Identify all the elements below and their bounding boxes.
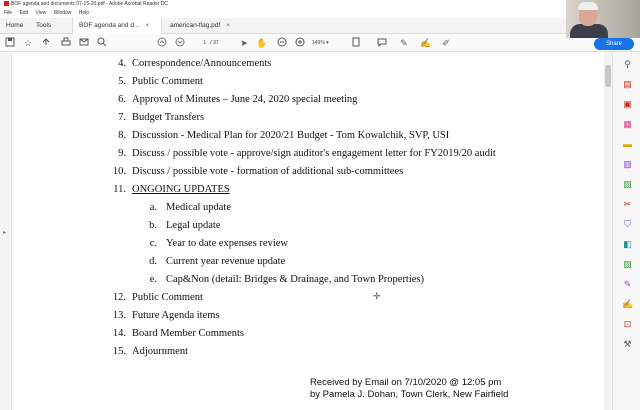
comment-icon[interactable] bbox=[376, 37, 388, 49]
agenda-item-text: Adjournment bbox=[132, 346, 188, 357]
agenda-item-number: 13. bbox=[112, 310, 126, 321]
upload-icon[interactable] bbox=[40, 37, 52, 49]
organize-pages-icon[interactable]: ▧ bbox=[623, 179, 632, 189]
agenda-item-text: Correspondence/Announcements bbox=[132, 58, 272, 69]
agenda-item-number: 11. bbox=[113, 184, 126, 195]
zoom-in-icon[interactable] bbox=[294, 37, 306, 49]
webcam-person-body bbox=[570, 24, 608, 38]
agenda-item-number: 5. bbox=[118, 76, 126, 87]
agenda-subitem-text: Current year revenue update bbox=[166, 256, 286, 267]
agenda-item-text: Public Comment bbox=[132, 76, 203, 87]
agenda-item-text: Discuss / possible vote - approve/sign auditor's engagement letter for FY2019/20 audit bbox=[132, 148, 496, 159]
tab-tools[interactable]: Tools bbox=[36, 22, 52, 29]
measure-icon[interactable]: ⊡ bbox=[623, 319, 632, 329]
menu-edit[interactable]: Edit bbox=[19, 10, 29, 16]
agenda-item-number: 7. bbox=[118, 112, 126, 123]
agenda-item-text: Discuss / possible vote - formation of additional sub-committees bbox=[132, 166, 404, 177]
select-arrow-icon[interactable]: ➤ bbox=[240, 38, 248, 48]
agenda-section-heading: ONGOING UPDATES bbox=[132, 184, 230, 195]
fill-sign-icon[interactable]: ✎ bbox=[623, 279, 632, 289]
agenda-subitem-letter: e. bbox=[149, 274, 157, 285]
scrollbar-thumb[interactable] bbox=[605, 65, 611, 87]
zoom-level-select[interactable]: 149% ▾ bbox=[312, 40, 329, 46]
fit-page-icon[interactable] bbox=[350, 37, 362, 49]
agenda-subitem-text: Legal update bbox=[166, 220, 221, 231]
document-view[interactable] bbox=[12, 53, 604, 410]
received-line-2: by Pamela J. Dohan, Town Clerk, New Fairfield bbox=[310, 389, 509, 400]
received-line-1: Received by Email on 7/10/2020 @ 12:05 pm bbox=[310, 377, 502, 388]
agenda-item-text: Discussion - Medical Plan for 2020/21 Budget - Tom Kowalchik, SVP, USI bbox=[132, 130, 450, 141]
bookmark-icon[interactable]: ☆ bbox=[23, 38, 33, 48]
page-total: / 37 bbox=[210, 40, 219, 46]
agenda-subitem-letter: d. bbox=[149, 256, 157, 267]
webcam-person-hair bbox=[578, 2, 598, 10]
hand-icon[interactable]: ✋ bbox=[256, 38, 268, 48]
agenda-item-number: 10. bbox=[112, 166, 126, 177]
mouse-cursor-icon: ✛ bbox=[373, 291, 381, 301]
menu-view[interactable]: View bbox=[35, 10, 47, 16]
page-number-box[interactable] bbox=[196, 38, 226, 48]
email-icon[interactable] bbox=[78, 37, 90, 49]
search-icon[interactable] bbox=[96, 37, 108, 49]
agenda-item-number: 12. bbox=[112, 292, 126, 303]
webcam-video bbox=[566, 0, 640, 38]
share-label: Share bbox=[605, 41, 622, 47]
search-icon[interactable]: ⚲ bbox=[624, 59, 631, 69]
agenda-subitem-text: Year to date expenses review bbox=[166, 238, 288, 249]
toolbar bbox=[0, 34, 640, 52]
agenda-item-text: Public Comment bbox=[132, 292, 203, 303]
share-button[interactable] bbox=[594, 38, 634, 50]
agenda-item-text: Future Agenda items bbox=[132, 310, 220, 321]
tab-document-bof-label: BOF agenda and d... bbox=[79, 22, 140, 29]
page-up-icon[interactable] bbox=[156, 37, 168, 49]
edit-pdf-icon[interactable]: ▦ bbox=[623, 119, 632, 129]
agenda-item-text: Board Member Comments bbox=[132, 328, 244, 339]
sign-icon[interactable]: ✍ bbox=[420, 38, 432, 48]
save-icon[interactable] bbox=[4, 37, 16, 49]
agenda-item-number: 6. bbox=[118, 94, 126, 105]
agenda-item-number: 15. bbox=[112, 346, 126, 357]
agenda-subitem-letter: b. bbox=[149, 220, 157, 231]
tab-document-bof[interactable] bbox=[72, 18, 162, 34]
agenda-item-number: 8. bbox=[118, 130, 126, 141]
tab-document-flag-label: american-flag.pdf bbox=[170, 22, 221, 29]
scan-ocr-icon[interactable]: ▨ bbox=[623, 259, 632, 269]
more-tools-icon[interactable]: ⚒ bbox=[623, 339, 632, 349]
window-title-bar bbox=[0, 0, 640, 9]
send-for-signature-icon[interactable]: ✍ bbox=[622, 299, 634, 309]
agenda-item-text: Budget Transfers bbox=[132, 112, 205, 123]
right-tools-panel bbox=[612, 53, 640, 410]
tab-home[interactable]: Home bbox=[6, 22, 24, 29]
close-tab-icon[interactable]: × bbox=[145, 22, 150, 29]
pen-icon[interactable]: ✎ bbox=[400, 38, 408, 48]
print-icon[interactable] bbox=[60, 37, 72, 49]
optimize-pdf-icon[interactable]: ◧ bbox=[623, 239, 632, 249]
agenda-item-text: Approval of Minutes – June 24, 2020 special meeting bbox=[132, 94, 358, 105]
window-title: BOF agenda and documents 07-15-20.pdf - Adobe Acrobat Reader DC bbox=[11, 1, 169, 7]
create-pdf-icon[interactable]: ▣ bbox=[623, 99, 632, 109]
agenda-subitem-letter: c. bbox=[149, 238, 157, 249]
comment-icon[interactable]: ▬ bbox=[623, 139, 632, 149]
acrobat-icon bbox=[4, 1, 9, 6]
left-panel-collapsed[interactable] bbox=[0, 53, 12, 410]
redact-icon[interactable]: ✂ bbox=[623, 199, 632, 209]
vertical-scrollbar[interactable] bbox=[604, 53, 612, 410]
zoom-out-icon[interactable] bbox=[276, 37, 288, 49]
zoom-level: 149% bbox=[312, 40, 325, 46]
agenda-subitem-text: Cap&Non (detail: Bridges & Drainage, and Town Properties) bbox=[166, 274, 425, 285]
agenda-item-number: 9. bbox=[118, 148, 126, 159]
menu-bar bbox=[0, 9, 640, 18]
combine-files-icon[interactable]: ▥ bbox=[623, 159, 632, 169]
menu-file[interactable]: File bbox=[4, 10, 13, 16]
tab-bar bbox=[0, 18, 640, 34]
tab-document-flag[interactable] bbox=[164, 18, 248, 34]
agenda-item-number: 14. bbox=[112, 328, 126, 339]
close-tab-icon[interactable]: × bbox=[226, 22, 231, 29]
page-down-icon[interactable] bbox=[174, 37, 186, 49]
page-current[interactable]: 1 bbox=[203, 40, 207, 46]
agenda-subitem-text: Medical update bbox=[166, 202, 232, 213]
expand-left-panel-icon[interactable]: ▸ bbox=[3, 230, 7, 236]
protect-icon[interactable]: ⛉ bbox=[624, 219, 631, 229]
menu-help[interactable]: Help bbox=[78, 10, 90, 16]
menu-window[interactable]: Window bbox=[53, 10, 72, 16]
export-pdf-icon[interactable]: ▤ bbox=[623, 79, 632, 89]
agenda-item-number: 4. bbox=[118, 58, 126, 69]
more-tools-icon[interactable]: ✐ bbox=[442, 38, 450, 48]
agenda-subitem-letter: a. bbox=[149, 202, 157, 213]
